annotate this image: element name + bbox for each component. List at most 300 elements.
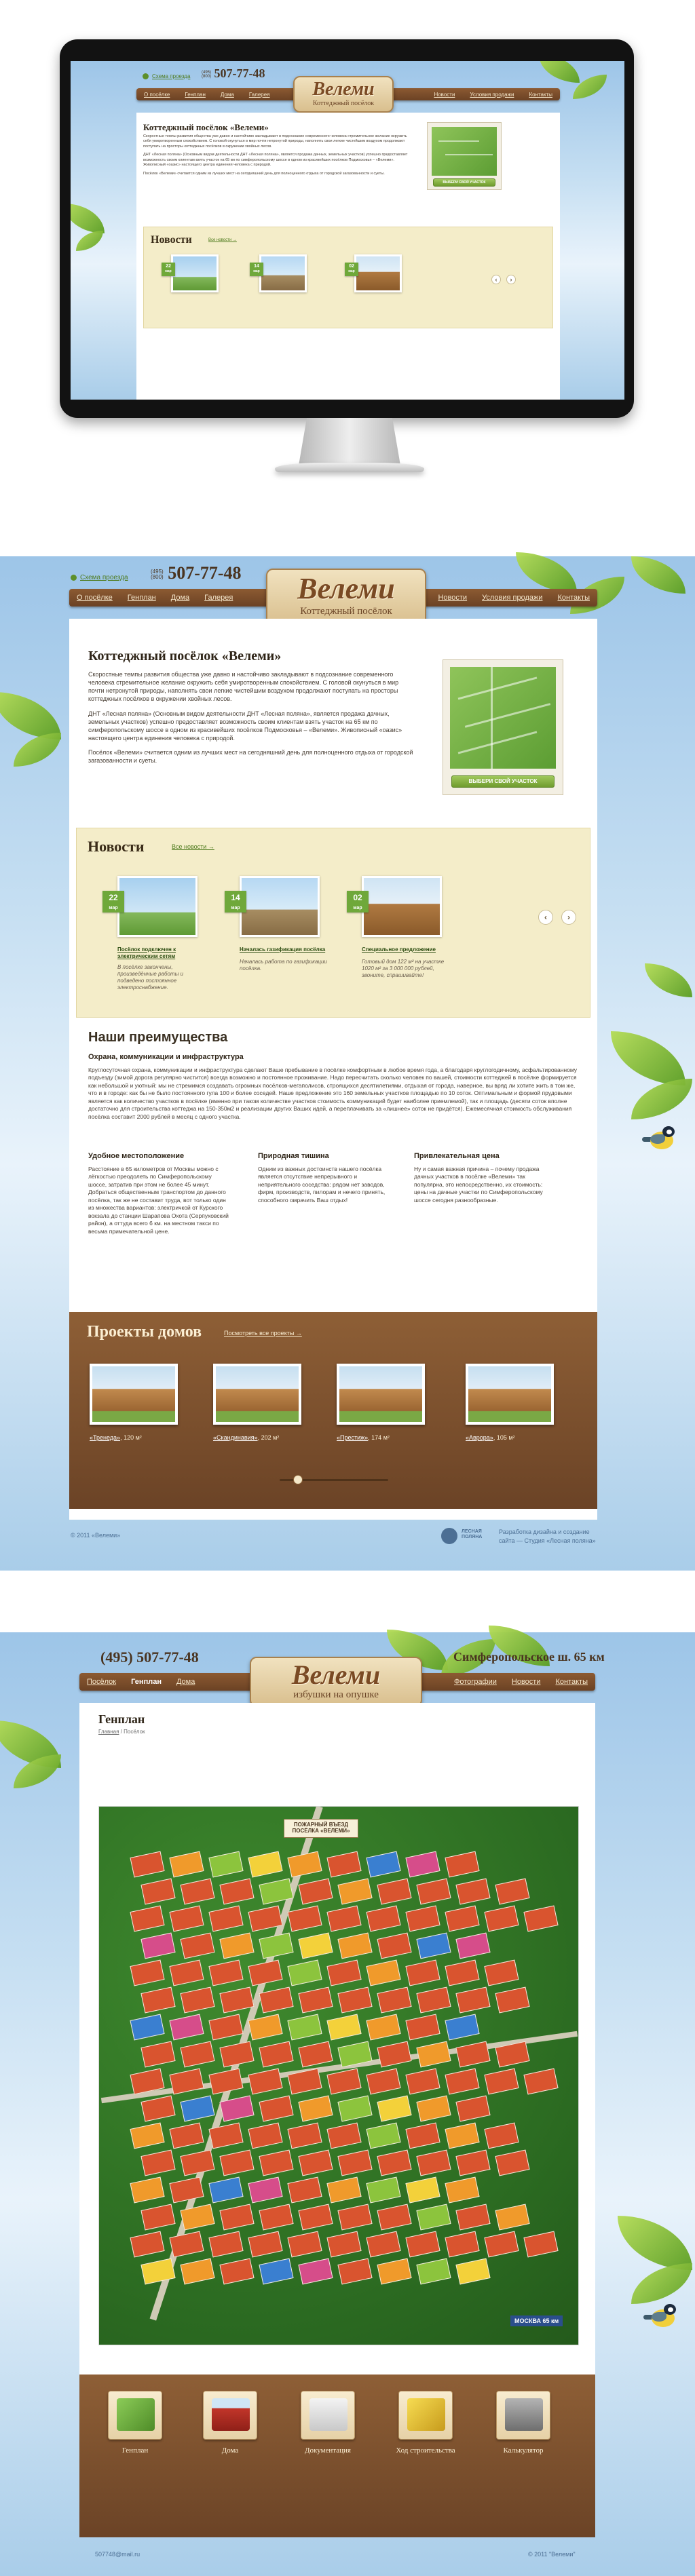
- date-badge: 14 мар: [250, 263, 263, 276]
- news-item[interactable]: [348, 254, 429, 309]
- monitor-screen: [71, 61, 624, 400]
- news-photo: [171, 254, 219, 292]
- plot-lot[interactable]: [169, 2069, 204, 2095]
- plot-lot[interactable]: [445, 1906, 479, 1932]
- nav-item-contacts[interactable]: Контакты: [529, 91, 552, 98]
- leaf-decoration: [618, 2216, 692, 2270]
- all-news-link[interactable]: Все новости →: [172, 843, 214, 850]
- plot-lot[interactable]: [298, 1933, 333, 1959]
- advantage-title: Удобное местоположение: [88, 1152, 185, 1160]
- news-photo: [240, 876, 320, 937]
- project-card[interactable]: [90, 1364, 191, 1452]
- plot-lot[interactable]: [259, 2258, 293, 2285]
- plot-lot[interactable]: [326, 1851, 361, 1878]
- news-item[interactable]: [109, 876, 219, 1012]
- plot-lot[interactable]: [416, 2150, 451, 2176]
- nav-item-about[interactable]: О посёлке: [144, 91, 170, 98]
- nav-item-genplan[interactable]: Генплан: [185, 91, 206, 98]
- construction-icon: [407, 2398, 445, 2431]
- plot-lot[interactable]: [405, 2014, 440, 2041]
- project-caption: «Скандинавия», 202 м²: [213, 1434, 280, 1441]
- advantage-title: Природная тишина: [258, 1152, 329, 1160]
- nav-item-village[interactable]: Посёлок: [87, 1678, 117, 1686]
- nav-item-news[interactable]: Новости: [511, 1678, 541, 1686]
- nav-item-contacts[interactable]: Контакты: [557, 594, 590, 602]
- plot-lot[interactable]: [366, 2231, 400, 2258]
- date-badge: 02 мар: [345, 263, 358, 276]
- plot-lot[interactable]: [219, 1933, 254, 1959]
- news-description: В посёлке закончены, произведённые работы и подведено постоянное электроснабжение.: [117, 964, 184, 991]
- nav-item-gallery[interactable]: Галерея: [248, 91, 270, 98]
- calculator-icon: [505, 2398, 543, 2431]
- leaf-decoration: [516, 552, 577, 593]
- plot-lot[interactable]: [377, 1879, 411, 1905]
- plot-lot[interactable]: [455, 2204, 490, 2231]
- plot-lot[interactable]: [180, 1879, 214, 1905]
- plot-lot[interactable]: [405, 2123, 440, 2149]
- projects-heading: Проекты домов: [87, 1323, 202, 1341]
- date-badge: 02 мар: [347, 891, 369, 912]
- site-logo[interactable]: [266, 569, 426, 626]
- news-link[interactable]: Началась газификация посёлка: [240, 946, 326, 953]
- plot-lot[interactable]: [366, 2123, 400, 2149]
- plot-lot[interactable]: [445, 2069, 479, 2095]
- project-caption: «Тренеда», 120 м²: [90, 1434, 142, 1441]
- category-label: Ход строительства: [396, 2446, 455, 2455]
- advantage-column: [414, 1152, 550, 1204]
- plot-lot[interactable]: [455, 2041, 490, 2068]
- plot-lot[interactable]: [366, 1960, 400, 1986]
- all-projects-link[interactable]: Посмотреть все проекты →: [224, 1330, 302, 1337]
- plot-lot[interactable]: [219, 1987, 254, 2014]
- plot-lot[interactable]: [130, 2014, 164, 2041]
- plot-lot[interactable]: [180, 2096, 214, 2122]
- plot-lot[interactable]: [287, 2014, 322, 2041]
- plot-lot[interactable]: [169, 2014, 204, 2041]
- plot-lot[interactable]: [208, 2177, 243, 2204]
- phone-number: (495) 507-77-48: [100, 1649, 199, 1666]
- plot-lot[interactable]: [326, 1960, 361, 1986]
- plot-lot[interactable]: [405, 1960, 440, 1986]
- news-item[interactable]: [165, 254, 246, 309]
- plot-lot[interactable]: [377, 2150, 411, 2176]
- plan-widget[interactable]: [427, 122, 502, 190]
- news-prev-arrow[interactable]: ‹: [491, 275, 501, 284]
- plot-lot[interactable]: [180, 2041, 214, 2068]
- category-label: Калькулятор: [503, 2446, 544, 2455]
- leaf-decoration: [645, 963, 692, 997]
- plot-lot[interactable]: [287, 2177, 322, 2204]
- plot-lot[interactable]: [169, 2177, 204, 2204]
- news-item[interactable]: [353, 876, 464, 1012]
- plot-lot[interactable]: [366, 1906, 400, 1932]
- plot-lot[interactable]: [248, 2123, 282, 2149]
- plot-lot[interactable]: [337, 1933, 372, 1959]
- plot-lot[interactable]: [377, 2096, 411, 2122]
- plot-lot[interactable]: [326, 2069, 361, 2095]
- choose-plot-button[interactable]: ВЫБЕРИ СВОЙ УЧАСТОК: [433, 178, 495, 187]
- leaf-decoration: [611, 1031, 685, 1085]
- plot-lot[interactable]: [140, 2150, 175, 2176]
- category-label: Генплан: [121, 2446, 149, 2455]
- plot-lot[interactable]: [455, 1933, 490, 1959]
- news-photo: [259, 254, 307, 292]
- content-card: [69, 619, 597, 1520]
- plot-lot[interactable]: [180, 1933, 214, 1959]
- plot-lot[interactable]: [208, 2014, 243, 2041]
- news-heading: Новости: [151, 234, 192, 246]
- plot-lot[interactable]: [495, 1879, 529, 1905]
- plot-lot[interactable]: [445, 1960, 479, 1986]
- plot-lot[interactable]: [495, 1987, 529, 2014]
- plot-lot[interactable]: [287, 2231, 322, 2258]
- news-prev-arrow[interactable]: ‹: [538, 910, 553, 925]
- plot-lot[interactable]: [337, 2150, 372, 2176]
- plot-lot[interactable]: [405, 2231, 440, 2258]
- plot-lot[interactable]: [416, 2258, 451, 2285]
- advantages-heading: Наши преимущества: [88, 1030, 228, 1045]
- plot-lot[interactable]: [337, 1879, 372, 1905]
- plot-lot[interactable]: [298, 2258, 333, 2285]
- slider-handle[interactable]: [293, 1475, 303, 1484]
- plot-lot[interactable]: [130, 2177, 164, 2204]
- nav-item-houses[interactable]: Дома: [220, 91, 234, 98]
- news-description: Готовый дом 122 м² на участке 1020 м² за 3 000 000 рублей, звоните, спрашивайте!: [362, 959, 445, 978]
- footer-copyright: © 2011 «Велеми»: [71, 1532, 121, 1539]
- plot-lot[interactable]: [416, 1933, 451, 1959]
- nav-item-terms[interactable]: Условия продажи: [470, 91, 514, 98]
- news-next-arrow[interactable]: ›: [506, 275, 516, 284]
- plot-lot[interactable]: [259, 2096, 293, 2122]
- date-badge: 22 мар: [162, 263, 175, 276]
- plot-lot[interactable]: [259, 2150, 293, 2176]
- logo-title: Велеми: [297, 572, 395, 605]
- plot-lot[interactable]: [326, 2123, 361, 2149]
- moscow-direction-label: МОСКВА 65 км: [510, 2315, 563, 2326]
- plot-lot[interactable]: [337, 2204, 372, 2231]
- leaf-decoration: [0, 692, 61, 739]
- plot-lot[interactable]: [248, 2177, 282, 2204]
- plot-lot[interactable]: [405, 2069, 440, 2095]
- plot-lot[interactable]: [377, 2204, 411, 2231]
- plot-lot[interactable]: [180, 2258, 214, 2285]
- plot-lot[interactable]: [445, 2231, 479, 2258]
- category-label: Документация: [305, 2446, 351, 2455]
- news-photo: [354, 254, 402, 292]
- advantages-subheading: Охрана, коммуникации и инфраструктура: [88, 1053, 244, 1061]
- plot-lot[interactable]: [405, 1851, 440, 1878]
- plot-lot[interactable]: [219, 2204, 254, 2231]
- breadcrumb: Главная / Посёлок: [98, 1729, 145, 1735]
- plot-lot[interactable]: [495, 2204, 529, 2231]
- plot-lot[interactable]: [219, 2150, 254, 2176]
- category-documents[interactable]: [301, 2391, 355, 2440]
- plot-lot[interactable]: [337, 2258, 372, 2285]
- plot-lot[interactable]: [484, 1960, 519, 1986]
- plot-lot[interactable]: [416, 1987, 451, 2014]
- page-title: Коттеджный посёлок «Велеми»: [143, 122, 269, 132]
- plot-lot[interactable]: [326, 2231, 361, 2258]
- monitor-base: [275, 463, 424, 472]
- plot-lot[interactable]: [208, 1851, 243, 1878]
- page-title: Коттеджный посёлок «Велеми»: [88, 649, 282, 664]
- plot-lot[interactable]: [366, 2014, 400, 2041]
- plot-lot[interactable]: [208, 1906, 243, 1932]
- advantage-text: Ну и самая важная причина – почему продажа дачных участков в посёлке «Велеми» так популярна, это непосредственно, их стоимость: цены на дачные участки по Симферопольскому шоссе сегодня разнообразные.: [414, 1166, 543, 1204]
- advantage-column: [258, 1152, 387, 1204]
- projects-slider[interactable]: [280, 1475, 388, 1484]
- category-genplan[interactable]: [108, 2391, 162, 2440]
- plot-lot[interactable]: [484, 1906, 519, 1932]
- news-band: [143, 227, 553, 328]
- plot-lot[interactable]: [130, 1906, 164, 1932]
- plot-lot[interactable]: [416, 1879, 451, 1905]
- advantage-column: [88, 1152, 231, 1235]
- nav-item-terms[interactable]: Условия продажи: [482, 594, 543, 602]
- plot-lot[interactable]: [248, 1851, 282, 1878]
- plot-lot[interactable]: [405, 1906, 440, 1932]
- plot-lot[interactable]: [140, 2041, 175, 2068]
- homepage: [0, 556, 695, 1571]
- category-label: Дома: [221, 2446, 239, 2455]
- news-link[interactable]: Специальное предложение: [362, 946, 436, 953]
- logo-title: Велеми: [291, 1659, 381, 1690]
- plot-lot[interactable]: [298, 1879, 333, 1905]
- plot-lot[interactable]: [130, 2231, 164, 2258]
- logo-title: Велеми: [312, 79, 375, 100]
- plot-lot[interactable]: [416, 2204, 451, 2231]
- plot-lot[interactable]: [219, 1879, 254, 1905]
- plot-lot[interactable]: [484, 2123, 519, 2149]
- plot-lot[interactable]: [169, 2123, 204, 2149]
- advantages-text: Круглосуточная охрана, коммуникации и инфраструктура сделают Ваше пребывание в посёлке комфортным в любое время года, а благодаря круглогодичному, асфальтированному подъезду (зимой дорога регулярно чистится) всегда возможно и постоянное проживание. Надо пересчитать сколько человек по вашей, стоимости коттеджей в посёлке формируется как небольшой и уютный: мы не стремимся создавать огромных посёлков-мегаполисов, строящихся десятилетиями, отдыхая от города, наверное, вы вряд ли хотите жить в том же, что и в городе: как бы не было постоянного гула 100 и более соседей. Наше предложение это 160 земельных участков площадью по 10 соток. Оптимальным и формой прудовыми является как количество участков в посёлке (именно при таком количестве участков стоимость коммуникаций будет наиболее приемлемой), так и площадь (десяти соток вполне достаточно для строительства коттеджа на 150-350м2 и реализации других Ваших идей, а переплачивать за «лишнее» соток не придётся). Ежемесячная стоимость обслуживания посёлка составит 2000 рублей в месяц с одного участка.: [88, 1066, 578, 1120]
- plot-lot[interactable]: [405, 2177, 440, 2204]
- plot-lot[interactable]: [484, 2231, 519, 2258]
- logo-subtitle: Коттеджный посёлок: [312, 100, 375, 107]
- monitor-stand: [299, 418, 400, 465]
- plot-lot[interactable]: [366, 1851, 400, 1878]
- plot-lot[interactable]: [366, 2069, 400, 2095]
- plot-lot[interactable]: [298, 2204, 333, 2231]
- project-card[interactable]: [213, 1364, 315, 1452]
- news-next-arrow[interactable]: ›: [561, 910, 576, 925]
- leaf-decoration: [71, 204, 105, 233]
- nav-item-houses[interactable]: Дома: [170, 594, 190, 602]
- genplan-icon: [117, 2398, 155, 2431]
- nav-item-gallery[interactable]: Галерея: [204, 594, 233, 602]
- news-photo: [117, 876, 198, 937]
- site-logo[interactable]: [293, 76, 394, 113]
- nav-item-about[interactable]: О посёлке: [77, 594, 113, 602]
- nav-item-news[interactable]: Новости: [438, 594, 468, 602]
- plot-lot[interactable]: [208, 1960, 243, 1986]
- plot-lot[interactable]: [287, 1960, 322, 1986]
- plan-map[interactable]: [98, 1806, 579, 2345]
- nav-item-genplan[interactable]: Генплан: [131, 1678, 162, 1686]
- plan-thumbnail: [432, 127, 497, 176]
- documents-icon: [309, 2398, 348, 2431]
- page-title: Генплан: [98, 1712, 145, 1726]
- plot-lot[interactable]: [259, 1987, 293, 2014]
- advantage-title: Привлекательная цена: [414, 1152, 500, 1160]
- nav-item-contacts[interactable]: Контакты: [555, 1678, 588, 1686]
- news-link[interactable]: Посёлок подключен к электрическим сетям: [117, 946, 176, 959]
- house-icon: [212, 2398, 250, 2431]
- studio-logo: ЛЕСНАЯ ПОЛЯНА: [462, 1529, 483, 1539]
- plot-lot[interactable]: [169, 1960, 204, 1986]
- news-band: [76, 828, 590, 1018]
- plot-lot[interactable]: [169, 1906, 204, 1932]
- plan-widget[interactable]: [443, 659, 563, 795]
- logo-subtitle: Коттеджный посёлок: [300, 606, 392, 617]
- plot-lot[interactable]: [326, 1906, 361, 1932]
- plot-lot[interactable]: [140, 1933, 175, 1959]
- plot-lot[interactable]: [248, 2069, 282, 2095]
- advantage-text: Расстояние в 65 километров от Москвы можно с лёгкостью преодолеть по Симферопольскому шоссе, затратив при этом не более 45 минут. Добраться общественным транспортом до данного посёлка, так же не составит труда, вот только один из множества вариантов: электричкой от Курского вокзала до станции Шарапова Охота (Серпуховский район), а оттуда всего 6 км. на местном такси по весьма примечательной цене.: [88, 1166, 229, 1235]
- plot-lot[interactable]: [140, 1987, 175, 2014]
- footer-email[interactable]: 507748@mail.ru: [95, 2551, 140, 2558]
- logo-subtitle: избушки на опушке: [293, 1689, 379, 1700]
- plot-lot[interactable]: [130, 1851, 164, 1878]
- plot-lot[interactable]: [180, 1987, 214, 2014]
- leaf-decoration: [631, 2263, 692, 2304]
- plot-lot[interactable]: [455, 1987, 490, 2014]
- plot-lot[interactable]: [208, 2069, 243, 2095]
- news-description: Началась работа по газификации посёлка.: [240, 959, 327, 972]
- leaf-decoration: [631, 1079, 692, 1119]
- plot-lot[interactable]: [287, 1906, 322, 1932]
- plot-lot[interactable]: [130, 2123, 164, 2149]
- plot-lot[interactable]: [326, 2177, 361, 2204]
- map-pin-icon: [143, 73, 149, 79]
- plot-lot[interactable]: [298, 1987, 333, 2014]
- plot-lot[interactable]: [445, 2177, 479, 2204]
- leaf-decoration: [76, 231, 103, 251]
- plot-lot[interactable]: [298, 2150, 333, 2176]
- plot-lot[interactable]: [287, 1851, 322, 1878]
- plot-lot[interactable]: [248, 2231, 282, 2258]
- date-badge: 22 мар: [102, 891, 124, 912]
- site-logo[interactable]: [250, 1657, 422, 1707]
- project-caption: «Аврора», 105 м²: [466, 1434, 515, 1441]
- plot-lot[interactable]: [169, 1851, 204, 1878]
- plot-lot[interactable]: [248, 1960, 282, 1986]
- plot-lot[interactable]: [445, 2123, 479, 2149]
- plot-lot[interactable]: [455, 2096, 490, 2122]
- intro-text: Скоростные темпы развития общества уже давно и настойчиво закладывают в подсознание современного человека стремительное желание окружить себя умиротворенным спокойствием. С головой окунуться в мир почти нетронутой природы, наполнять свои легкие чистейшим воздухом продолжают поступать на просторы коттеджных посёлков в окружении хвойных лесов. ДНТ «Лесная поляна» (Основным видом деятельности ДНТ «Лесная поляна», является продажа дачных, земельных участков) успешно предоставляет возможность своим клиентам взять участок на 65 км по симферопольскому шоссе в одном из красивейших посёлков Подмосковья – «Велеми». Живописный «оазис» настоящего центра единения человека с природой. Посёлок «Велеми» считается одним из лучших мест на сегодняшний день для полноценного отдыха от городской загазованности и суеты.: [143, 134, 408, 176]
- plot-lot[interactable]: [484, 2069, 519, 2095]
- plot-lot[interactable]: [445, 1851, 479, 1878]
- plot-lot[interactable]: [377, 1987, 411, 2014]
- news-item[interactable]: [231, 876, 341, 1012]
- content-card: [136, 113, 560, 400]
- leaf-decoration: [631, 556, 685, 594]
- project-card[interactable]: [466, 1364, 567, 1452]
- advantage-text: Одним из важных достоинств нашего посёлка является отсутствие непрерывного и неприятельного соседства: рядом нет заводов, фирм, производств, пилорам и нечего принять, способного омрачить Ваш отдых!: [258, 1166, 386, 1204]
- plot-lot[interactable]: [140, 2204, 175, 2231]
- plot-lot[interactable]: [140, 2258, 175, 2285]
- plot-lot[interactable]: [219, 2041, 254, 2068]
- project-photo: [337, 1364, 425, 1425]
- plot-lot[interactable]: [259, 2041, 293, 2068]
- date-badge: 14 мар: [225, 891, 246, 912]
- phone-number: (495) (800) 507-77-48: [202, 66, 265, 80]
- project-photo: [90, 1364, 178, 1425]
- leaf-decoration: [14, 733, 61, 767]
- plot-lot[interactable]: [130, 1960, 164, 1986]
- plot-lot[interactable]: [337, 1987, 372, 2014]
- plot-lot[interactable]: [416, 2096, 451, 2122]
- choose-plot-button[interactable]: ВЫБЕРИ СВОЙ УЧАСТОК: [451, 775, 555, 788]
- nav-item-photos[interactable]: Фотографии: [454, 1678, 497, 1686]
- plot-lot[interactable]: [140, 2096, 175, 2122]
- news-photo: [362, 876, 442, 937]
- studio-credit[interactable]: Разработка дизайна и создание сайта — Студия «Лесная поляна»: [499, 1529, 596, 1544]
- map-link[interactable]: Схема проезда: [71, 574, 128, 581]
- plot-lot[interactable]: [377, 1933, 411, 1959]
- plot-lot[interactable]: [377, 2041, 411, 2068]
- project-caption: «Престиж», 174 м²: [337, 1434, 390, 1441]
- categories-band: [79, 2375, 595, 2537]
- footer-copyright: © 2011 "Велеми": [528, 2551, 576, 2558]
- news-item[interactable]: [253, 254, 334, 309]
- plot-lot[interactable]: [140, 1879, 175, 1905]
- plot-lot[interactable]: [523, 1906, 558, 1932]
- plot-lot[interactable]: [259, 2204, 293, 2231]
- nav-item-houses[interactable]: Дома: [176, 1678, 195, 1686]
- plot-lot[interactable]: [445, 2014, 479, 2041]
- plot-lot[interactable]: [455, 2150, 490, 2176]
- plot-lot[interactable]: [169, 2231, 204, 2258]
- nav-item-news[interactable]: Новости: [434, 91, 455, 98]
- plot-lot[interactable]: [208, 2231, 243, 2258]
- plot-lot[interactable]: [259, 1933, 293, 1959]
- plot-lot[interactable]: [455, 2258, 490, 2285]
- gate-label: ПОЖАРНЫЙ ВЪЕЗД ПОСЁЛКА «ВЕЛЕМИ»: [284, 1819, 358, 1838]
- plot-lot[interactable]: [287, 2123, 322, 2149]
- phone-number: (495) (800) 507-77-48: [151, 563, 242, 583]
- intro-text: Скоростные темпы развития общества уже давно и настойчиво закладывают в подсознание современного человека стремительное желание окружить себя умиротворенным спокойствием. С головой окунуться в мир почти нетронутой природы, наполнять свои легкие чистейшим воздухом продолжают поступать на просторы коттеджных посёлков в окружении хвойных лесов. ДНТ «Лесная поляна» (Основным видом деятельности ДНТ «Лесная поляна», является продажа дачных, земельных участков) успешно предоставляет возможность своим клиентам взять участок на 65 км по симферопольскому шоссе в одном из красивейших посёлков Подмосковья – «Велеми». Живописный «оазис» настоящего центра единения человека с природой. Посёлок «Велеми» считается одним из лучших мест на сегодняшний день для полноценного отдыха от городской загазованности и суеты.: [88, 671, 413, 765]
- category-calculator[interactable]: [496, 2391, 550, 2440]
- project-card[interactable]: [337, 1364, 438, 1452]
- studio-logo-icon: [441, 1528, 457, 1544]
- plot-lot[interactable]: [337, 2096, 372, 2122]
- projects-band: [69, 1312, 597, 1509]
- highway-info: Симферопольское ш. 65 км: [453, 1650, 605, 1664]
- category-construction[interactable]: [398, 2391, 453, 2440]
- plot-lot[interactable]: [455, 1879, 490, 1905]
- map-link[interactable]: Схема проезда: [143, 73, 190, 79]
- plot-lot[interactable]: [377, 2258, 411, 2285]
- plot-lot[interactable]: [523, 2069, 558, 2095]
- category-houses[interactable]: [203, 2391, 257, 2440]
- plot-lot[interactable]: [180, 2150, 214, 2176]
- plot-lot[interactable]: [298, 2041, 333, 2068]
- breadcrumb-home[interactable]: Главная: [98, 1729, 119, 1735]
- nav-item-genplan[interactable]: Генплан: [127, 594, 156, 602]
- plot-lot[interactable]: [523, 2231, 558, 2258]
- plot-lot[interactable]: [416, 2041, 451, 2068]
- plot-lot[interactable]: [495, 2150, 529, 2176]
- all-news-link[interactable]: Все новости →: [208, 238, 237, 242]
- plot-lot[interactable]: [298, 2096, 333, 2122]
- plot-lot[interactable]: [366, 2177, 400, 2204]
- leaf-decoration: [14, 1754, 61, 1788]
- plot-lot[interactable]: [219, 2258, 254, 2285]
- news-heading: Новости: [88, 838, 145, 855]
- plot-lot[interactable]: [326, 2014, 361, 2041]
- plan-thumbnail: [450, 667, 556, 769]
